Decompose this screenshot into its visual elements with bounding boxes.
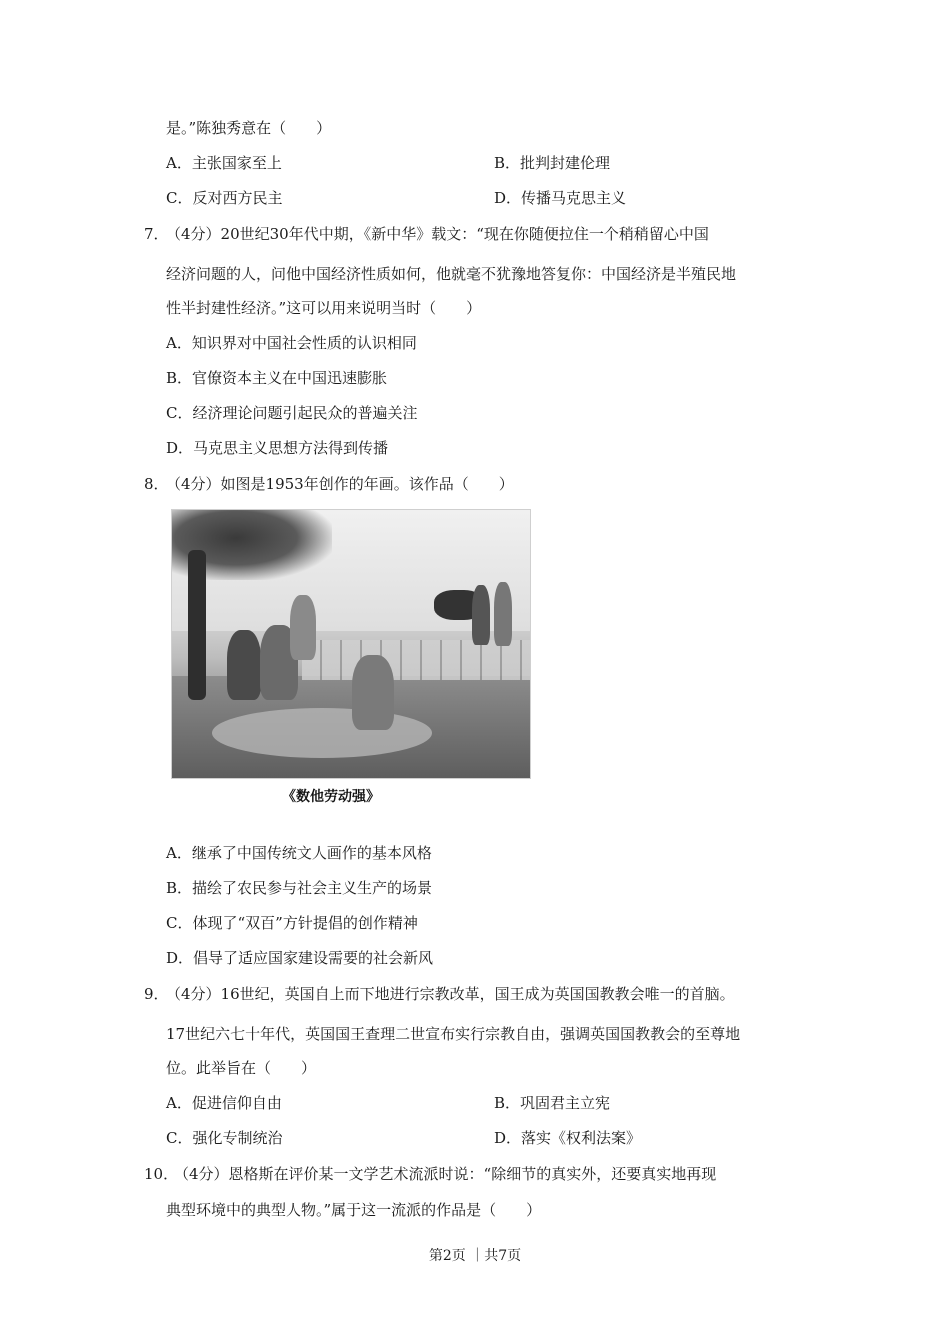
q7-option-b: B．官僚资本主义在中国迅速膨胀 <box>166 369 388 387</box>
q9-stem-line-2: 17世纪六七十年代，英国国王查理二世宣布实行宗教自由，强调英国国教教会的至尊地 <box>166 1025 741 1043</box>
q8-option-c: C．体现了“双百”方针提倡的创作精神 <box>166 914 418 932</box>
q6-option-b: B．批判封建伦理 <box>494 154 611 172</box>
q9-option-c: C．强化专制统治 <box>166 1129 283 1147</box>
q6-stem-end: 是。”陈独秀意在（ ） <box>166 119 332 137</box>
q6-option-c: C．反对西方民主 <box>166 189 283 207</box>
painting-figure <box>472 585 490 645</box>
q10-stem-line-2: 典型环境中的典型人物。”属于这一流派的作品是（ ） <box>166 1201 542 1219</box>
q6-option-d: D．传播马克思主义 <box>494 189 627 207</box>
q8-number: 8． <box>144 475 169 493</box>
q7-option-a: A．知识界对中国社会性质的认识相同 <box>166 334 417 352</box>
painting-path <box>212 708 432 758</box>
painting-figure <box>352 655 394 730</box>
q8-option-a: A．继承了中国传统文人画作的基本风格 <box>166 844 432 862</box>
q9-option-d: D．落实《权利法案》 <box>494 1129 642 1147</box>
q8-stem: （4分）如图是1953年创作的年画。该作品（ ） <box>166 475 514 493</box>
q7-stem-line-3: 性半封建性经济。”这可以用来说明当时（ ） <box>166 299 482 317</box>
q7-stem-line-2: 经济问题的人，问他中国经济性质如何，他就毫不犹豫地答复你：中国经济是半殖民地 <box>166 265 737 283</box>
new-year-painting-image <box>171 509 531 779</box>
q9-option-b: B．巩固君主立宪 <box>494 1094 611 1112</box>
q7-stem-line-1: （4分）20世纪30年代中期，《新中华》载文：“现在你随便拉住一个稍稍留心中国 <box>166 225 709 243</box>
q9-option-a: A．促进信仰自由 <box>166 1094 282 1112</box>
painting-stone-wall <box>302 640 530 680</box>
painting-figure <box>494 582 512 646</box>
page-footer: 第2页 ｜共7页 <box>428 1248 522 1264</box>
figure-caption: 《数他劳动强》 <box>282 789 380 805</box>
q9-stem-line-1: （4分）16世纪，英国自上而下地进行宗教改革，国王成为英国国教教会唯一的首脑。 <box>166 985 735 1003</box>
q9-stem-line-3: 位。此举旨在（ ） <box>166 1059 317 1077</box>
q7-option-d: D．马克思主义思想方法得到传播 <box>166 439 389 457</box>
q8-option-d: D．倡导了适应国家建设需要的社会新风 <box>166 949 434 967</box>
q8-option-b: B．描绘了农民参与社会主义生产的场景 <box>166 879 433 897</box>
painting-figure <box>290 595 316 660</box>
q10-stem-line-1: （4分）恩格斯在评价某一文学艺术流派时说：“除细节的真实外，还要真实地再现 <box>174 1165 717 1183</box>
q9-number: 9． <box>144 985 169 1003</box>
q10-number: 10． <box>144 1165 179 1183</box>
painting-tree-trunk <box>188 550 206 700</box>
q7-option-c: C．经济理论问题引起民众的普遍关注 <box>166 404 418 422</box>
q7-number: 7． <box>144 225 169 243</box>
q6-option-a: A．主张国家至上 <box>166 154 282 172</box>
painting-figure <box>227 630 261 700</box>
